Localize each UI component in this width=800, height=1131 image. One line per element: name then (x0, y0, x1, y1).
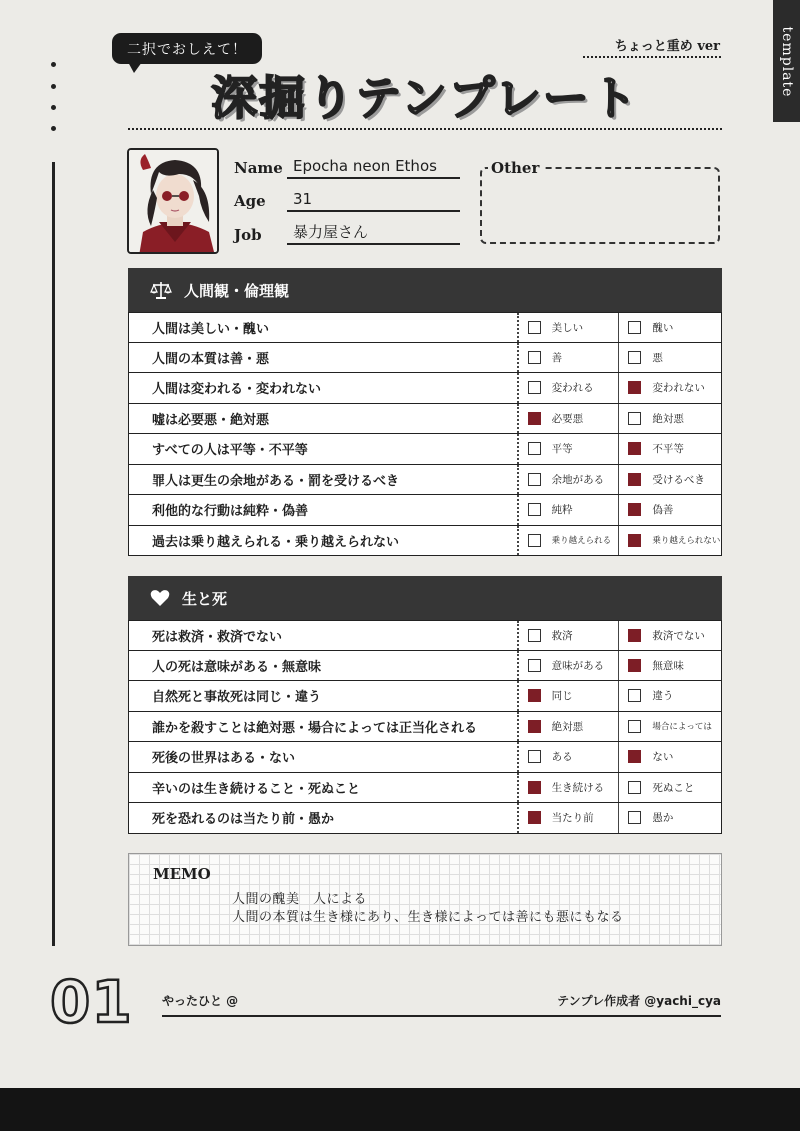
question-text: 利他的な行動は純粋・偽善 (129, 495, 519, 525)
option-b[interactable] (618, 773, 721, 803)
checkbox[interactable] (528, 811, 541, 824)
question-text: 死を恐れるのは当たり前・愚か (129, 803, 519, 833)
question-text: 人間は美しい・醜い (129, 313, 519, 342)
subtitle-underline (583, 56, 721, 58)
option-label: 余地がある (551, 473, 605, 486)
option-label: 生き続ける (551, 781, 605, 794)
checkbox[interactable] (528, 503, 541, 516)
option-label: 救済 (551, 629, 573, 642)
option-b[interactable] (618, 404, 721, 434)
title-underline (128, 128, 722, 130)
question-text: 辛いのは生き続けること・死ぬこと (129, 773, 519, 803)
option-label: 当たり前 (551, 812, 594, 825)
question-text: 人間は変われる・変われない (129, 373, 519, 403)
checkbox[interactable] (628, 321, 641, 334)
question-row (128, 773, 722, 804)
memo-box[interactable] (128, 853, 722, 946)
option-label: 変われる (551, 382, 594, 395)
option-a[interactable] (519, 773, 619, 803)
subtitle: ちょっと重め ver (614, 39, 720, 54)
checkbox[interactable] (628, 442, 641, 455)
option-b[interactable] (618, 465, 721, 495)
option-label: 同じ (551, 690, 573, 703)
option-a[interactable] (519, 434, 619, 464)
other-label: Other (488, 159, 542, 177)
checkbox[interactable] (528, 720, 541, 733)
question-text: 誰かを殺すことは絶対悪・場合によっては正当化される (129, 712, 519, 742)
option-label: 違う (652, 690, 674, 703)
checkbox[interactable] (528, 534, 541, 547)
section-title: 人間観・倫理観 (184, 281, 290, 300)
decor-dot (51, 84, 56, 89)
decor-dot (51, 105, 56, 110)
checkbox[interactable] (628, 473, 641, 486)
option-label: 場合によっては (652, 722, 712, 733)
option-b[interactable] (618, 681, 721, 711)
checkbox[interactable] (628, 534, 641, 547)
question-text: 罪人は更生の余地がある・罰を受けるべき (129, 465, 519, 495)
memo-line: 人間の本質は生き様にあり、生き様によっては善にも悪にもなる (232, 910, 624, 925)
question-row (128, 373, 722, 404)
margin-line (52, 162, 55, 946)
checkbox[interactable] (528, 412, 541, 425)
option-label: 醜い (652, 321, 674, 334)
option-label: 死ぬこと (652, 781, 695, 794)
page-title: 深掘りテンプレート (211, 71, 639, 125)
option-label: 不平等 (652, 443, 684, 456)
decor-dot (51, 62, 56, 67)
checkbox[interactable] (628, 689, 641, 702)
option-b[interactable] (618, 742, 721, 772)
heart-icon (150, 589, 170, 607)
option-b[interactable] (618, 803, 721, 833)
option-a[interactable] (519, 313, 619, 342)
question-row (128, 404, 722, 435)
option-label: 受けるべき (652, 473, 705, 486)
age-field[interactable]: 31 (287, 188, 460, 212)
option-label: 偽善 (652, 504, 674, 517)
question-row (128, 526, 722, 557)
option-label: 変われない (652, 382, 705, 395)
section-ethics (128, 268, 722, 556)
checkbox[interactable] (628, 720, 641, 733)
option-b[interactable] (618, 495, 721, 525)
question-row (128, 465, 722, 496)
checkbox[interactable] (628, 351, 641, 364)
job-field[interactable]: 暴力屋さん (287, 221, 460, 245)
question-row (128, 495, 722, 526)
age-label: Age (234, 192, 266, 210)
checkbox[interactable] (628, 381, 641, 394)
section-title: 生と死 (182, 589, 228, 608)
memo-line: 人間の醜美 人による (232, 892, 368, 907)
author-credit: テンプレ作成者 @yachi_cya (557, 994, 721, 1008)
respondent-credit: やったひと @ (162, 994, 239, 1008)
option-label: 絶対悪 (551, 720, 584, 733)
question-row (128, 312, 722, 343)
question-row (128, 803, 722, 834)
question-row (128, 620, 722, 651)
checkbox[interactable] (528, 689, 541, 702)
page-number: 01 (50, 968, 133, 1036)
checkbox[interactable] (628, 503, 641, 516)
checkbox[interactable] (628, 659, 641, 672)
question-row (128, 681, 722, 712)
option-a[interactable] (519, 495, 619, 525)
option-a[interactable] (519, 343, 619, 373)
checkbox[interactable] (528, 442, 541, 455)
checkbox[interactable] (528, 321, 541, 334)
option-label: 美しい (551, 321, 584, 334)
credit-underline (162, 1015, 721, 1017)
option-label: 意味がある (551, 659, 605, 672)
checkbox[interactable] (628, 412, 641, 425)
section-header (128, 576, 722, 620)
checkbox[interactable] (528, 473, 541, 486)
name-label: Name (234, 159, 283, 177)
side-tab-label: template (778, 26, 795, 98)
question-row (128, 651, 722, 682)
option-a[interactable] (519, 526, 619, 556)
question-text: 人の死は意味がある・無意味 (129, 651, 519, 681)
option-b[interactable] (618, 526, 721, 556)
question-text: すべての人は平等・不平等 (129, 434, 519, 464)
question-text: 嘘は必要悪・絶対悪 (129, 404, 519, 434)
option-b[interactable] (618, 712, 721, 742)
option-label: 絶対悪 (652, 412, 684, 425)
option-label: 悪 (652, 351, 663, 364)
option-a[interactable] (519, 651, 619, 681)
decor-dot (51, 126, 56, 131)
name-field[interactable]: Epocha neon Ethos (287, 155, 460, 179)
option-b[interactable] (618, 343, 721, 373)
other-field[interactable] (480, 167, 720, 244)
question-text: 死は救済・救済でない (129, 621, 519, 650)
question-row (128, 712, 722, 743)
option-label: 平等 (551, 443, 573, 456)
question-list (128, 620, 722, 834)
option-label: 救済でない (652, 629, 705, 642)
checkbox[interactable] (528, 750, 541, 763)
option-a[interactable] (519, 681, 619, 711)
memo-title: MEMO (153, 865, 211, 883)
checkbox[interactable] (628, 811, 641, 824)
option-a[interactable] (519, 404, 619, 434)
speech-bubble: 二択でおしえて！ (112, 33, 262, 64)
option-b[interactable] (618, 373, 721, 403)
option-label: ない (652, 751, 674, 764)
checkbox[interactable] (528, 351, 541, 364)
option-a[interactable] (519, 742, 619, 772)
option-a[interactable] (519, 373, 619, 403)
checkbox[interactable] (628, 781, 641, 794)
scales-icon (150, 280, 172, 300)
question-list (128, 312, 722, 556)
question-text: 人間の本質は善・悪 (129, 343, 519, 373)
section-header (128, 268, 722, 312)
checkbox[interactable] (528, 659, 541, 672)
section-life-death (128, 576, 722, 834)
template-side-tab (773, 0, 800, 122)
checkbox[interactable] (628, 629, 641, 642)
question-text: 自然死と事故死は同じ・違う (129, 681, 519, 711)
question-row (128, 434, 722, 465)
option-a[interactable] (519, 465, 619, 495)
checkbox[interactable] (528, 381, 541, 394)
option-label: 乗り越えられない (652, 536, 721, 547)
option-b[interactable] (618, 313, 721, 342)
question-text: 死後の世界はある・ない (129, 742, 519, 772)
question-row (128, 343, 722, 374)
question-row (128, 742, 722, 773)
option-label: 善 (551, 351, 563, 364)
option-b[interactable] (618, 651, 721, 681)
question-text: 過去は乗り越えられる・乗り越えられない (129, 526, 519, 556)
option-label: ある (551, 751, 573, 764)
checkbox[interactable] (628, 750, 641, 763)
checkbox[interactable] (528, 781, 541, 794)
character-illustration-icon (129, 150, 219, 254)
option-a[interactable] (519, 621, 619, 650)
option-a[interactable] (519, 803, 619, 833)
option-label: 愚か (652, 812, 674, 825)
job-label: Job (234, 226, 262, 244)
option-b[interactable] (618, 434, 721, 464)
option-label: 無意味 (652, 659, 684, 672)
option-label: 必要悪 (551, 412, 584, 425)
option-label: 乗り越えられる (551, 536, 612, 547)
footer-band (0, 1088, 800, 1131)
option-label: 純粋 (551, 504, 573, 517)
checkbox[interactable] (528, 629, 541, 642)
option-b[interactable] (618, 621, 721, 650)
avatar (127, 148, 219, 254)
option-a[interactable] (519, 712, 619, 742)
